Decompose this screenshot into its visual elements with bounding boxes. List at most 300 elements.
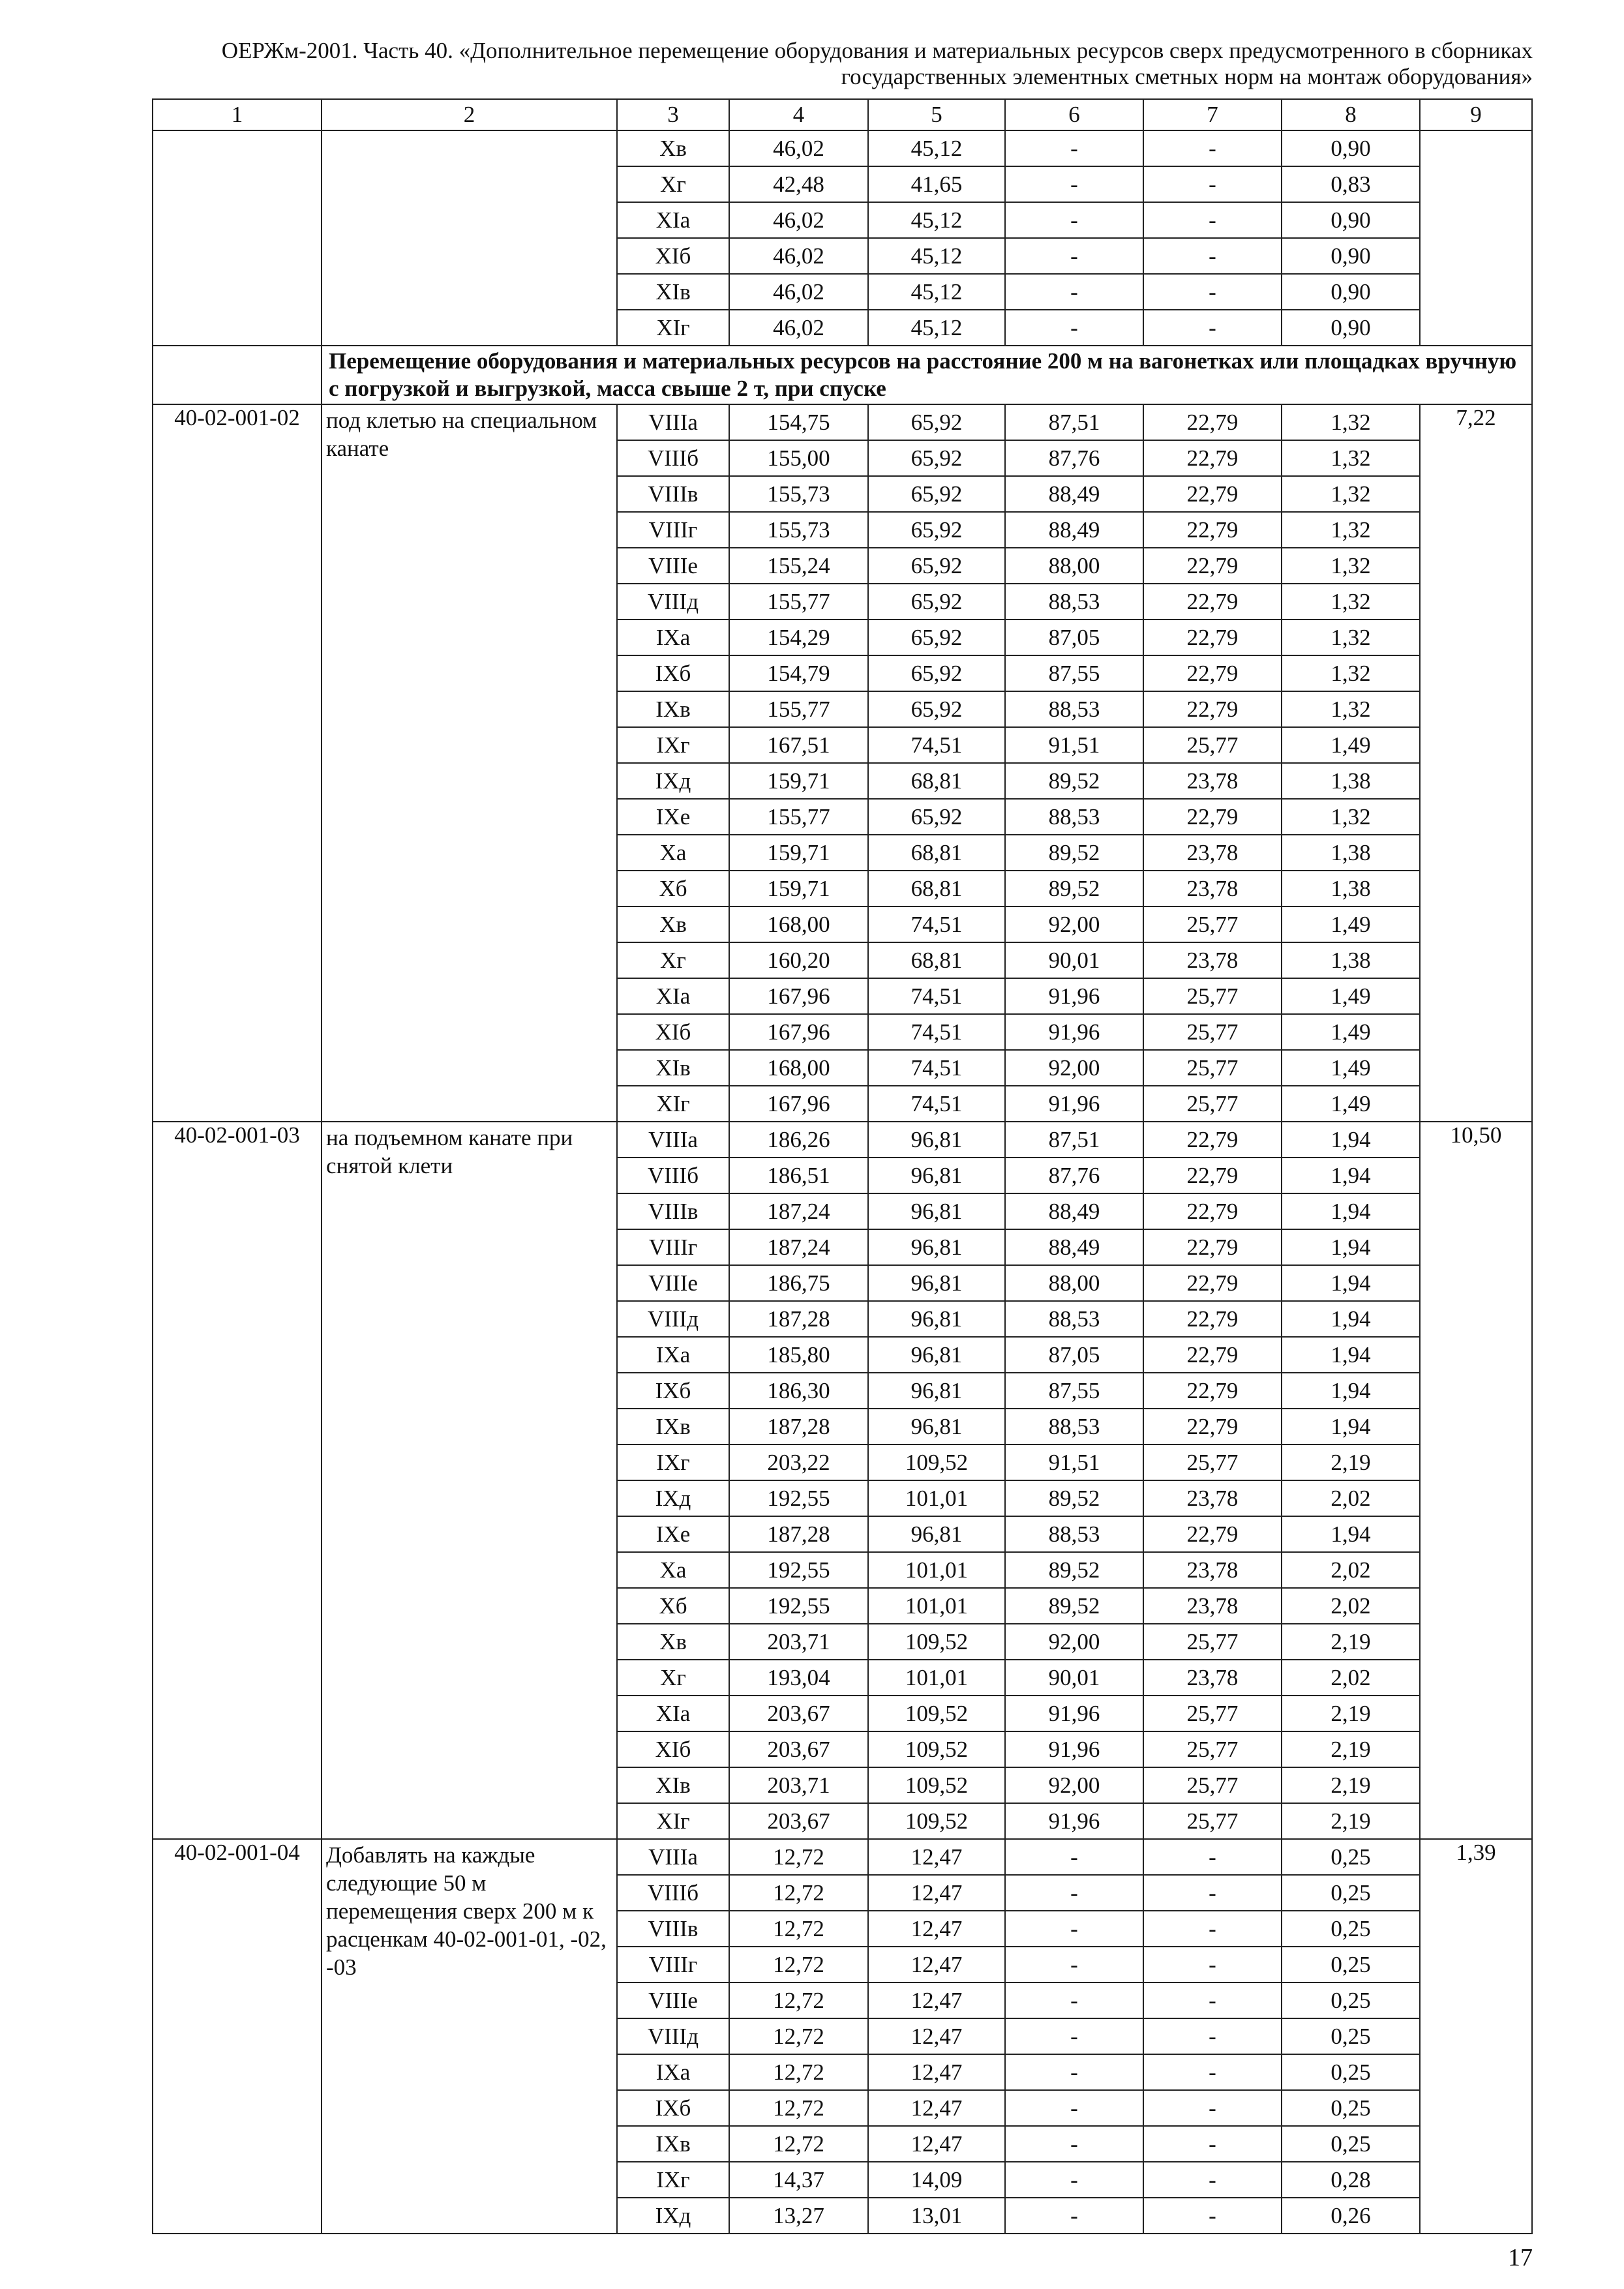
value-cell: 12,72 (729, 1947, 868, 1982)
value-cell: - (1143, 2018, 1282, 2054)
rate-class-cell: VIIIе (617, 548, 729, 584)
value-cell: - (1143, 1982, 1282, 2018)
value-cell: 88,49 (1005, 1193, 1143, 1229)
value-cell: 109,52 (868, 1696, 1005, 1731)
rate-class-cell: VIIIв (617, 476, 729, 512)
value-cell: 91,96 (1005, 1014, 1143, 1050)
value-cell: 101,01 (868, 1660, 1005, 1696)
value-cell: 186,26 (729, 1122, 868, 1158)
rate-class-cell: Xв (617, 130, 729, 166)
rate-code: 40-02-001-02 (153, 404, 322, 1122)
value-cell: 22,79 (1143, 655, 1282, 691)
header-line-2: государственных элементных сметных норм на монтаж оборудования» (841, 64, 1533, 89)
value-cell: 109,52 (868, 1444, 1005, 1480)
value-cell: 1,32 (1282, 512, 1420, 548)
rate-class-cell: IXб (617, 1373, 729, 1409)
value-cell: 46,02 (729, 202, 868, 238)
value-cell: 186,75 (729, 1265, 868, 1301)
value-cell: 22,79 (1143, 1301, 1282, 1337)
rate-class-cell: IXа (617, 2054, 729, 2090)
value-cell: 154,29 (729, 620, 868, 655)
value-cell: 1,94 (1282, 1122, 1420, 1158)
coefficient-cell: 10,50 (1420, 1122, 1532, 1839)
value-cell: 25,77 (1143, 1803, 1282, 1839)
value-cell: - (1005, 1839, 1143, 1875)
value-cell: 1,49 (1282, 1050, 1420, 1086)
value-cell: - (1143, 310, 1282, 346)
value-cell: 101,01 (868, 1552, 1005, 1588)
value-cell: 0,25 (1282, 2126, 1420, 2162)
value-cell: - (1005, 2162, 1143, 2198)
value-cell: 1,32 (1282, 440, 1420, 476)
value-cell: 1,38 (1282, 763, 1420, 799)
value-cell: 1,94 (1282, 1373, 1420, 1409)
empty-coef-cell (1420, 130, 1532, 346)
value-cell: 74,51 (868, 978, 1005, 1014)
value-cell: 0,26 (1282, 2198, 1420, 2234)
value-cell: - (1005, 1875, 1143, 1911)
value-cell: 45,12 (868, 130, 1005, 166)
empty-code-cell (153, 130, 322, 346)
value-cell: 23,78 (1143, 763, 1282, 799)
value-cell: 45,12 (868, 310, 1005, 346)
rate-class-cell: IXе (617, 799, 729, 835)
value-cell: 65,92 (868, 655, 1005, 691)
value-cell: 1,94 (1282, 1193, 1420, 1229)
rate-class-cell: XIб (617, 1014, 729, 1050)
rate-class-cell: IXв (617, 691, 729, 727)
value-cell: 2,02 (1282, 1480, 1420, 1516)
value-cell: 96,81 (868, 1301, 1005, 1337)
value-cell: 1,32 (1282, 584, 1420, 620)
value-cell: 0,28 (1282, 2162, 1420, 2198)
rate-description: под клетью на специальном канате (322, 404, 617, 1122)
value-cell: 89,52 (1005, 1588, 1143, 1624)
value-cell: 1,49 (1282, 906, 1420, 942)
value-cell: 25,77 (1143, 1767, 1282, 1803)
value-cell: 203,67 (729, 1731, 868, 1767)
value-cell: 155,73 (729, 476, 868, 512)
value-cell: - (1005, 2018, 1143, 2054)
rate-class-cell: XIа (617, 1696, 729, 1731)
value-cell: 22,79 (1143, 1193, 1282, 1229)
value-cell: 22,79 (1143, 548, 1282, 584)
value-cell: 203,71 (729, 1624, 868, 1660)
value-cell: 109,52 (868, 1767, 1005, 1803)
value-cell: 12,47 (868, 2090, 1005, 2126)
value-cell: 187,24 (729, 1229, 868, 1265)
value-cell: 155,77 (729, 799, 868, 835)
value-cell: 1,38 (1282, 835, 1420, 871)
rate-class-cell: IXе (617, 1516, 729, 1552)
value-cell: 89,52 (1005, 1480, 1143, 1516)
value-cell: 167,51 (729, 727, 868, 763)
column-number: 4 (729, 99, 868, 130)
table-body (153, 99, 1532, 2234)
value-cell: 0,25 (1282, 1947, 1420, 1982)
value-cell: 91,96 (1005, 1086, 1143, 1122)
rate-class-cell: VIIIд (617, 2018, 729, 2054)
value-cell: 65,92 (868, 548, 1005, 584)
value-cell: 0,90 (1282, 310, 1420, 346)
value-cell: 89,52 (1005, 871, 1143, 906)
value-cell: - (1005, 2198, 1143, 2234)
value-cell: 46,02 (729, 274, 868, 310)
value-cell: 12,47 (868, 1947, 1005, 1982)
value-cell: 12,47 (868, 1911, 1005, 1947)
rate-class-cell: XIг (617, 1803, 729, 1839)
value-cell: 0,25 (1282, 2054, 1420, 2090)
value-cell: 23,78 (1143, 1552, 1282, 1588)
value-cell: 168,00 (729, 1050, 868, 1086)
value-cell: 22,79 (1143, 1122, 1282, 1158)
value-cell: 2,02 (1282, 1588, 1420, 1624)
value-cell: 0,90 (1282, 202, 1420, 238)
section-title-row (153, 346, 1532, 404)
rate-class-cell: VIIIг (617, 512, 729, 548)
value-cell: 42,48 (729, 166, 868, 202)
value-cell: 155,77 (729, 691, 868, 727)
value-cell: 22,79 (1143, 799, 1282, 835)
value-cell: 192,55 (729, 1480, 868, 1516)
value-cell: - (1143, 238, 1282, 274)
value-cell: 155,73 (729, 512, 868, 548)
value-cell: 68,81 (868, 942, 1005, 978)
value-cell: 89,52 (1005, 763, 1143, 799)
value-cell: 0,90 (1282, 130, 1420, 166)
value-cell: 87,05 (1005, 1337, 1143, 1373)
rate-class-cell: XIг (617, 310, 729, 346)
value-cell: 91,96 (1005, 1696, 1143, 1731)
rate-class-cell: Xб (617, 1588, 729, 1624)
value-cell: 187,28 (729, 1409, 868, 1444)
rate-description: Добавлять на каждые следующие 50 м перемещения сверх 200 м к расценкам 40-02-001-01, -02, -03 (322, 1839, 617, 2234)
value-cell: 65,92 (868, 584, 1005, 620)
value-cell: 90,01 (1005, 942, 1143, 978)
value-cell: 12,72 (729, 1911, 868, 1947)
value-cell: 22,79 (1143, 1516, 1282, 1552)
value-cell: 168,00 (729, 906, 868, 942)
value-cell: 2,02 (1282, 1660, 1420, 1696)
value-cell: 101,01 (868, 1588, 1005, 1624)
value-cell: 74,51 (868, 906, 1005, 942)
value-cell: 22,79 (1143, 691, 1282, 727)
coefficient-cell: 7,22 (1420, 404, 1532, 1122)
value-cell: 1,49 (1282, 727, 1420, 763)
value-cell: 96,81 (868, 1516, 1005, 1552)
value-cell: 88,53 (1005, 584, 1143, 620)
value-cell: 12,72 (729, 1875, 868, 1911)
rate-class-cell: IXв (617, 2126, 729, 2162)
value-cell: 87,55 (1005, 1373, 1143, 1409)
value-cell: 186,51 (729, 1158, 868, 1193)
empty-desc-cell (322, 130, 617, 346)
value-cell: 89,52 (1005, 835, 1143, 871)
rate-code: 40-02-001-03 (153, 1122, 322, 1839)
value-cell: 68,81 (868, 835, 1005, 871)
section-title: Перемещение оборудования и материальных ресурсов на расстояние 200 м на вагонетках или площадках вручную с погрузкой и выгрузкой, масса свыше 2 т, при спуске (322, 346, 1532, 404)
rate-class-cell: VIIIд (617, 584, 729, 620)
value-cell: 12,72 (729, 2090, 868, 2126)
rate-description: на подъемном канате при снятой клети (322, 1122, 617, 1839)
rate-class-cell: VIIIг (617, 1947, 729, 1982)
value-cell: 22,79 (1143, 1158, 1282, 1193)
value-cell: 2,02 (1282, 1552, 1420, 1588)
value-cell: 155,77 (729, 584, 868, 620)
value-cell: 2,19 (1282, 1624, 1420, 1660)
rate-class-cell: VIIIа (617, 1122, 729, 1158)
value-cell: 45,12 (868, 238, 1005, 274)
rate-class-cell: XIб (617, 238, 729, 274)
value-cell: 154,79 (729, 655, 868, 691)
value-cell: 23,78 (1143, 1660, 1282, 1696)
page-number: 17 (1508, 2244, 1533, 2271)
value-cell: 68,81 (868, 871, 1005, 906)
value-cell: 45,12 (868, 202, 1005, 238)
value-cell: 0,25 (1282, 1982, 1420, 2018)
value-cell: 1,38 (1282, 871, 1420, 906)
value-cell: 185,80 (729, 1337, 868, 1373)
rate-class-cell: VIIIе (617, 1265, 729, 1301)
value-cell: 25,77 (1143, 1050, 1282, 1086)
value-cell: 203,67 (729, 1696, 868, 1731)
rate-class-cell: VIIIв (617, 1193, 729, 1229)
value-cell: 159,71 (729, 871, 868, 906)
rate-class-cell: Xг (617, 1660, 729, 1696)
value-cell: 0,25 (1282, 1839, 1420, 1875)
value-cell: 46,02 (729, 310, 868, 346)
empty-code-cell (153, 346, 322, 404)
value-cell: 1,32 (1282, 799, 1420, 835)
value-cell: 155,00 (729, 440, 868, 476)
value-cell: 23,78 (1143, 1480, 1282, 1516)
value-cell: 65,92 (868, 440, 1005, 476)
value-cell: 155,24 (729, 548, 868, 584)
value-cell: 92,00 (1005, 1050, 1143, 1086)
value-cell: - (1143, 1947, 1282, 1982)
column-number: 7 (1143, 99, 1282, 130)
value-cell: 13,01 (868, 2198, 1005, 2234)
value-cell: 22,79 (1143, 404, 1282, 440)
rate-class-cell: VIIIа (617, 1839, 729, 1875)
value-cell: 23,78 (1143, 1588, 1282, 1624)
value-cell: 160,20 (729, 942, 868, 978)
value-cell: 90,01 (1005, 1660, 1143, 1696)
value-cell: 96,81 (868, 1193, 1005, 1229)
value-cell: - (1005, 2126, 1143, 2162)
value-cell: 87,51 (1005, 1122, 1143, 1158)
value-cell: 186,30 (729, 1373, 868, 1409)
value-cell: 13,27 (729, 2198, 868, 2234)
value-cell: 0,90 (1282, 238, 1420, 274)
value-cell: 203,22 (729, 1444, 868, 1480)
value-cell: - (1143, 202, 1282, 238)
value-cell: - (1143, 2054, 1282, 2090)
rate-class-cell: IXб (617, 2090, 729, 2126)
value-cell: 109,52 (868, 1624, 1005, 1660)
rate-class-cell: XIв (617, 1767, 729, 1803)
value-cell: - (1005, 2090, 1143, 2126)
value-cell: 1,94 (1282, 1301, 1420, 1337)
value-cell: 22,79 (1143, 1337, 1282, 1373)
value-cell: 0,25 (1282, 1911, 1420, 1947)
value-cell: 96,81 (868, 1265, 1005, 1301)
rate-class-cell: Xг (617, 166, 729, 202)
table-row (153, 130, 1532, 166)
value-cell: - (1143, 166, 1282, 202)
rate-class-cell: XIв (617, 274, 729, 310)
value-cell: 87,05 (1005, 620, 1143, 655)
rate-class-cell: Xа (617, 1552, 729, 1588)
value-cell: 87,55 (1005, 655, 1143, 691)
value-cell: 1,32 (1282, 476, 1420, 512)
value-cell: 1,32 (1282, 655, 1420, 691)
value-cell: - (1005, 166, 1143, 202)
value-cell: - (1005, 202, 1143, 238)
value-cell: 22,79 (1143, 620, 1282, 655)
value-cell: 159,71 (729, 763, 868, 799)
value-cell: 88,00 (1005, 548, 1143, 584)
value-cell: 1,94 (1282, 1409, 1420, 1444)
value-cell: 25,77 (1143, 1444, 1282, 1480)
value-cell: 2,19 (1282, 1731, 1420, 1767)
value-cell: - (1005, 1982, 1143, 2018)
value-cell: 46,02 (729, 238, 868, 274)
rate-class-cell: VIIIа (617, 404, 729, 440)
value-cell: 22,79 (1143, 476, 1282, 512)
value-cell: 187,28 (729, 1301, 868, 1337)
value-cell: 187,24 (729, 1193, 868, 1229)
value-cell: 12,47 (868, 1839, 1005, 1875)
rate-class-cell: Xа (617, 835, 729, 871)
value-cell: 96,81 (868, 1229, 1005, 1265)
value-cell: 1,32 (1282, 691, 1420, 727)
rate-class-cell: XIв (617, 1050, 729, 1086)
value-cell: 1,32 (1282, 620, 1420, 655)
rate-class-cell: XIг (617, 1086, 729, 1122)
rate-class-cell: IXд (617, 2198, 729, 2234)
value-cell: 1,94 (1282, 1158, 1420, 1193)
table-row (153, 404, 1532, 440)
value-cell: - (1005, 1947, 1143, 1982)
rate-class-cell: VIIIе (617, 1982, 729, 2018)
value-cell: - (1005, 2054, 1143, 2090)
rate-class-cell: IXг (617, 1444, 729, 1480)
value-cell: 203,67 (729, 1803, 868, 1839)
value-cell: 96,81 (868, 1122, 1005, 1158)
value-cell: 65,92 (868, 620, 1005, 655)
rate-class-cell: IXб (617, 655, 729, 691)
value-cell: 1,94 (1282, 1516, 1420, 1552)
value-cell: 22,79 (1143, 1265, 1282, 1301)
rate-class-cell: IXд (617, 763, 729, 799)
value-cell: 22,79 (1143, 584, 1282, 620)
value-cell: 0,83 (1282, 166, 1420, 202)
value-cell: 87,76 (1005, 1158, 1143, 1193)
value-cell: 12,72 (729, 1839, 868, 1875)
value-cell: 91,51 (1005, 727, 1143, 763)
table-row (153, 1122, 1532, 1158)
value-cell: 12,47 (868, 1982, 1005, 2018)
page-header (150, 38, 1533, 90)
value-cell: 12,72 (729, 2018, 868, 2054)
rate-class-cell: Xв (617, 1624, 729, 1660)
value-cell: 25,77 (1143, 1696, 1282, 1731)
rate-class-cell: XIа (617, 202, 729, 238)
value-cell: - (1143, 2162, 1282, 2198)
value-cell: 109,52 (868, 1803, 1005, 1839)
value-cell: - (1143, 1875, 1282, 1911)
rate-code: 40-02-001-04 (153, 1839, 322, 2234)
value-cell: 1,49 (1282, 1086, 1420, 1122)
value-cell: 12,47 (868, 2018, 1005, 2054)
value-cell: 0,90 (1282, 274, 1420, 310)
value-cell: - (1143, 2090, 1282, 2126)
value-cell: - (1143, 2126, 1282, 2162)
value-cell: 101,01 (868, 1480, 1005, 1516)
value-cell: - (1005, 130, 1143, 166)
rate-class-cell: Xв (617, 906, 729, 942)
value-cell: 92,00 (1005, 906, 1143, 942)
value-cell: 74,51 (868, 1086, 1005, 1122)
column-number: 5 (868, 99, 1005, 130)
value-cell: 0,25 (1282, 2090, 1420, 2126)
rate-class-cell: IXа (617, 620, 729, 655)
value-cell: 25,77 (1143, 1624, 1282, 1660)
value-cell: 74,51 (868, 727, 1005, 763)
value-cell: 68,81 (868, 763, 1005, 799)
value-cell: 74,51 (868, 1014, 1005, 1050)
value-cell: 2,19 (1282, 1803, 1420, 1839)
value-cell: 89,52 (1005, 1552, 1143, 1588)
value-cell: 22,79 (1143, 440, 1282, 476)
value-cell: - (1143, 130, 1282, 166)
value-cell: 203,71 (729, 1767, 868, 1803)
header-line-1: ОЕРЖм-2001. Часть 40. «Дополнительное перемещение оборудования и материальных ресурсов сверх предусмотренного в сборниках (221, 38, 1533, 63)
value-cell: 25,77 (1143, 727, 1282, 763)
value-cell: 74,51 (868, 1050, 1005, 1086)
value-cell: 91,96 (1005, 978, 1143, 1014)
value-cell: 45,12 (868, 274, 1005, 310)
rate-class-cell: XIб (617, 1731, 729, 1767)
value-cell: - (1005, 310, 1143, 346)
value-cell: 0,25 (1282, 1875, 1420, 1911)
value-cell: 12,72 (729, 2126, 868, 2162)
value-cell: 109,52 (868, 1731, 1005, 1767)
rate-class-cell: VIIIб (617, 1875, 729, 1911)
value-cell: 25,77 (1143, 978, 1282, 1014)
value-cell: 1,94 (1282, 1265, 1420, 1301)
value-cell: 91,51 (1005, 1444, 1143, 1480)
value-cell: 65,92 (868, 512, 1005, 548)
rate-class-cell: XIа (617, 978, 729, 1014)
value-cell: 65,92 (868, 799, 1005, 835)
coefficient-cell: 1,39 (1420, 1839, 1532, 2234)
value-cell: 25,77 (1143, 906, 1282, 942)
value-cell: 12,47 (868, 1875, 1005, 1911)
rate-class-cell: Xг (617, 942, 729, 978)
value-cell: 91,96 (1005, 1803, 1143, 1839)
value-cell: 65,92 (868, 476, 1005, 512)
value-cell: 46,02 (729, 130, 868, 166)
value-cell: 96,81 (868, 1158, 1005, 1193)
value-cell: 12,47 (868, 2054, 1005, 2090)
rate-class-cell: IXа (617, 1337, 729, 1373)
value-cell: 0,25 (1282, 2018, 1420, 2054)
value-cell: 154,75 (729, 404, 868, 440)
value-cell: 25,77 (1143, 1086, 1282, 1122)
value-cell: 1,32 (1282, 548, 1420, 584)
